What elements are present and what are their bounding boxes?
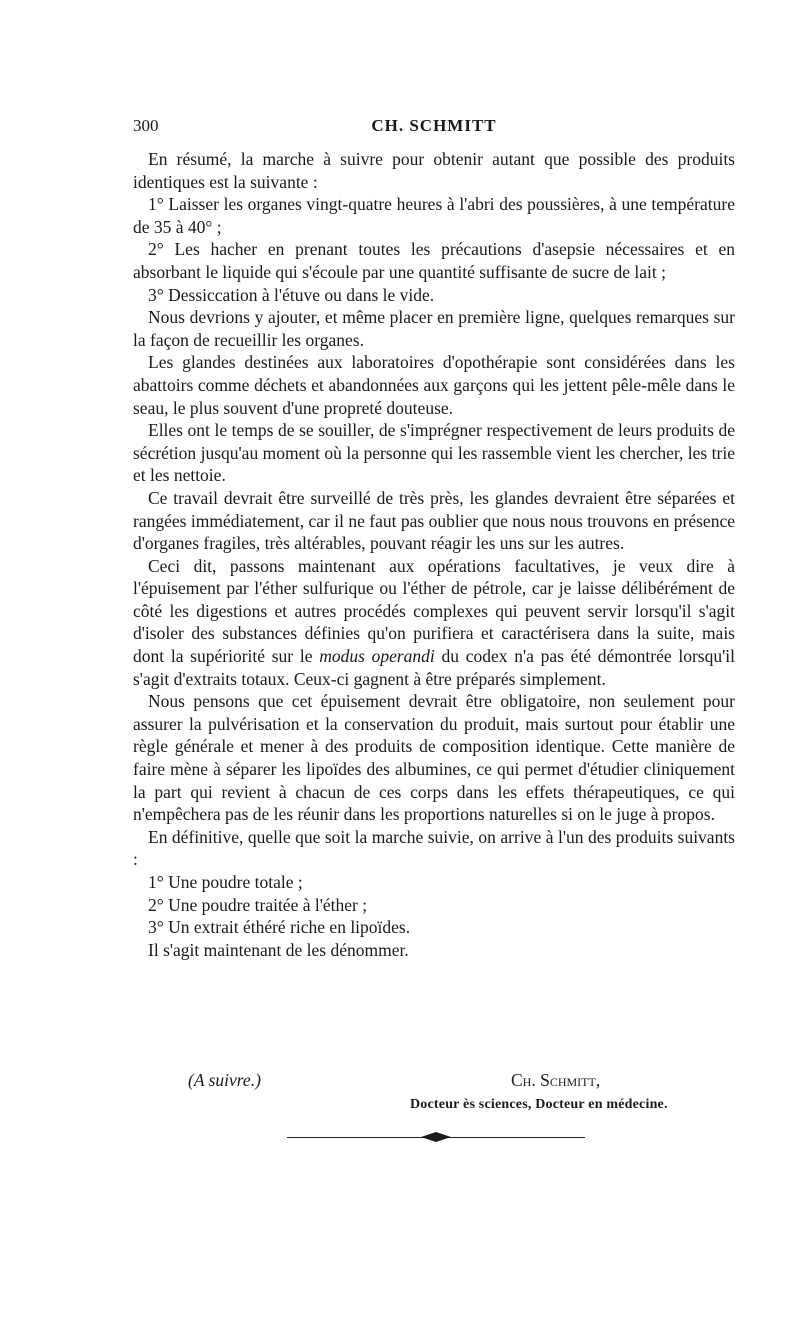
- product-1: 1° Une poudre totale ;: [148, 872, 303, 892]
- text-run: du codex n'a pas été démontrée lorsqu'il s'agit d'extraits totaux. Ceux-ci gagnent à être préparés simplement.: [133, 646, 735, 689]
- author-credentials: Docteur ès sciences, Docteur en médecine.: [410, 1097, 668, 1112]
- paragraph-glands: Les glandes destinées aux laboratoires d'opothérapie sont considérées dans les abattoirs comme déchets et abandonnées aux garçons qui les jettent pêle-mêle dans le seau, le plus souvent d'une propreté douteuse.: [133, 352, 735, 418]
- to-be-continued: (A suivre.): [188, 1070, 261, 1090]
- end-ornament-rule: [287, 1130, 585, 1144]
- text-run: Ceci dit, passons maintenant aux opérations facultatives, je veux dire à l'épuisement par l'éther sulfurique ou l'éther de pétrole, car je laisse délibérément de côté les digestions et autres procédés complexes qui peuvent servir lorsqu'il s'agit d'isoler des substances définies qu'on purifiera et caractérisera dans la suite, mais dont la supériorité sur le: [133, 555, 735, 667]
- step-1: 1° Laisser les organes vingt-quatre heures à l'abri des poussières, à une température de 35 à 40° ;: [133, 194, 735, 237]
- step-3: 3° Dessiccation à l'étuve ou dans le vide.: [148, 284, 435, 305]
- step-2: 2° Les hacher en prenant toutes les précautions d'asepsie nécessaires et en absorbant le liquide qui s'écoule par une quantité suffisante de sucre de lait ;: [133, 239, 735, 282]
- body-text: [133, 148, 735, 961]
- page-number: 300: [133, 116, 159, 135]
- paragraph-extraction: Nous pensons que cet épuisement devrait être obligatoire, non seulement pour assurer la pulvérisation et la conservation du produit, mais surtout pour établir une règle générale et mener à des produits de composition identique. Cette manière de faire mène à séparer les lipoïdes des albumines, ce qui permet d'étudier cliniquement la part qui revient à chacun de ces corps dans les effets thérapeutiques, ce qui n'empêchera pas de les réunir dans les proportions naturelles si on le juge à propos.: [133, 691, 735, 825]
- product-2: 2° Une poudre traitée à l'éther ;: [148, 894, 368, 915]
- paragraph-soiling: Elles ont le temps de se souiller, de s'imprégner respectivement de leurs produits de sécrétion jusqu'au moment où la personne qui les rassemble vient les chercher, les trie et les nettoie.: [133, 420, 735, 486]
- paragraph-naming: Il s'agit maintenant de les dénommer.: [148, 939, 409, 960]
- italic-phrase: modus operandi: [319, 646, 435, 667]
- product-3: 3° Un extrait éthéré riche en lipoïdes.: [148, 917, 411, 938]
- paragraph-summary: En résumé, la marche à suivre pour obtenir autant que possible des produits identiques est la suivante :: [133, 149, 735, 192]
- running-title: CH. SCHMITT: [371, 116, 497, 135]
- paragraph-remarks: Nous devrions y ajouter, et même placer en première ligne, quelques remarques sur la façon de recueillir les organes.: [133, 307, 735, 350]
- diamond-ornament-icon: [421, 1132, 451, 1142]
- paragraph-supervision: Ce travail devrait être surveillé de très près, les glandes devraient être séparées et rangées immédiatement, car il ne faut pas oublier que nous nous trouvons en présence d'organes fragiles, très altérables, pouvant réagir les uns sur les autres.: [133, 487, 735, 554]
- author-name: Ch. Schmitt,: [511, 1070, 601, 1090]
- signature-row: [133, 1070, 735, 1094]
- paragraph-optional-operations: [133, 555, 735, 691]
- page-header: [133, 116, 735, 138]
- paragraph-conclusion: En définitive, quelle que soit la marche suivie, on arrive à l'un des produits suivants :: [133, 826, 735, 870]
